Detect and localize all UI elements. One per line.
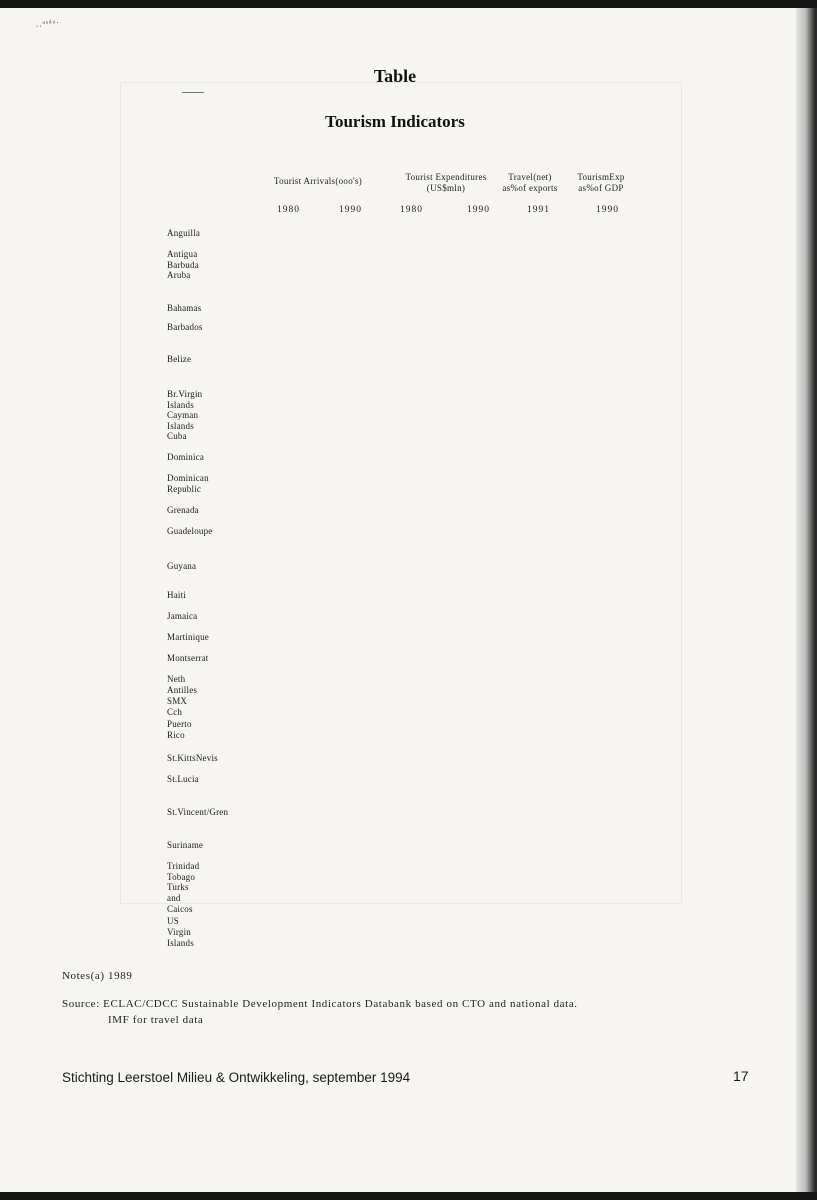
source-line-1: Source: ECLAC/CDCC Sustainable Development Indicators Databank based on CTO and national data. bbox=[62, 998, 578, 1010]
page-footer: Stichting Leerstoel Milieu & Ontwikkeling, september 1994 bbox=[62, 1070, 411, 1085]
header-tourism-exp: TourismExp as%of GDP bbox=[577, 172, 625, 193]
row-country: Puerto Rico bbox=[167, 719, 192, 740]
row-country: Trinidad Tobago bbox=[167, 861, 200, 882]
row-country: St.Vincent/Gren bbox=[167, 807, 229, 817]
row-country: Cayman Islands bbox=[167, 410, 199, 431]
row-country: Br.Virgin Islands bbox=[167, 389, 203, 410]
row-country: St.Lucia bbox=[167, 774, 199, 784]
header-travel: Travel(net) as%of exports bbox=[502, 172, 558, 193]
row-country: Guyana bbox=[167, 561, 197, 571]
row-country: Cuba bbox=[167, 431, 187, 441]
row-country: Bahamas bbox=[167, 303, 202, 313]
pen-mark bbox=[182, 92, 204, 93]
row-country: Suriname bbox=[167, 840, 204, 850]
row-country: Guadeloupe bbox=[167, 526, 213, 536]
row-country: Aruba bbox=[167, 270, 191, 280]
row-country: Martinique bbox=[167, 632, 209, 642]
year-gdp-1990: 1990 bbox=[596, 205, 619, 215]
year-exp-1980: 1980 bbox=[400, 205, 423, 215]
header-arrivals: Tourist Arrivals(ooo's) bbox=[273, 176, 363, 186]
page-title: Table bbox=[373, 66, 417, 86]
row-country: Turks and Caicos bbox=[167, 882, 193, 914]
row-country: Anguilla bbox=[167, 228, 201, 238]
row-country: Jamaica bbox=[167, 611, 198, 621]
header-expenditures: Tourist Expenditures (US$mln) bbox=[405, 172, 487, 193]
page-edge-shadow bbox=[796, 8, 817, 1192]
row-country: Dominica bbox=[167, 452, 205, 462]
table-title: Tourism Indicators bbox=[325, 112, 465, 131]
year-arr-1980: 1980 bbox=[277, 205, 300, 215]
source-line-2: IMF for travel data bbox=[108, 1014, 204, 1026]
year-exp-1990: 1990 bbox=[467, 205, 490, 215]
scan-mark: ..ᵃˢᵈᵃ· bbox=[35, 17, 61, 29]
row-country: Neth Antilles SMX Cch bbox=[167, 674, 198, 717]
row-country: Dominican Republic bbox=[167, 473, 209, 494]
year-arr-1990: 1990 bbox=[339, 205, 362, 215]
row-country: US Virgin Islands bbox=[167, 916, 194, 948]
page-number: 17 bbox=[733, 1068, 749, 1084]
row-country: St.KittsNevis bbox=[167, 753, 218, 763]
source-note bbox=[62, 996, 722, 1028]
row-country: Grenada bbox=[167, 505, 199, 515]
year-travel-1991: 1991 bbox=[527, 205, 550, 215]
notes: Notes(a) 1989 bbox=[62, 970, 133, 982]
row-country: Barbados bbox=[167, 322, 203, 332]
row-country: Antigua Barbuda bbox=[167, 249, 199, 270]
row-country: Montserrat bbox=[167, 653, 209, 663]
row-country: Haiti bbox=[167, 590, 186, 600]
row-country: Belize bbox=[167, 354, 192, 364]
